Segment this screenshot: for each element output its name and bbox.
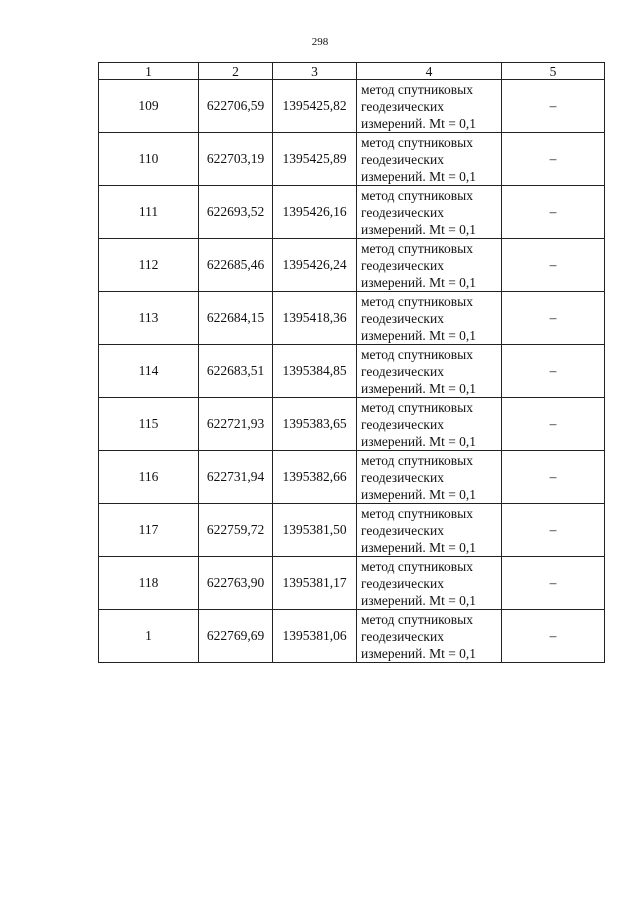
x-coordinate-cell: 622683,51 — [199, 345, 273, 398]
header-cell-2: 2 — [199, 63, 273, 80]
x-coordinate-cell: 622763,90 — [199, 557, 273, 610]
table-row — [99, 504, 605, 557]
x-coordinate-cell: 622693,52 — [199, 186, 273, 239]
method-line: метод спутниковых — [361, 81, 473, 97]
y-coordinate-cell: 1395383,65 — [273, 398, 357, 451]
point-number-cell: 117 — [99, 504, 199, 557]
method-line: измерений. Mt = 0,1 — [361, 327, 477, 343]
method-line: метод спутниковых — [361, 346, 473, 362]
method-line: измерений. Mt = 0,1 — [361, 274, 477, 290]
method-line: метод спутниковых — [361, 134, 473, 150]
point-number-cell: 1 — [99, 610, 199, 663]
description-cell: – — [502, 557, 605, 610]
method-line: метод спутниковых — [361, 452, 473, 468]
method-line: метод спутниковых — [361, 293, 473, 309]
method-line: геодезических — [361, 416, 444, 432]
table-row — [99, 451, 605, 504]
table-body — [99, 80, 605, 663]
page-number: 298 — [311, 36, 329, 48]
point-number-cell: 118 — [99, 557, 199, 610]
method-cell — [357, 292, 502, 345]
y-coordinate-cell: 1395381,50 — [273, 504, 357, 557]
description-cell: – — [502, 80, 605, 133]
header-cell-4: 4 — [357, 63, 502, 80]
table-header — [99, 63, 605, 80]
method-cell — [357, 504, 502, 557]
table-row — [99, 239, 605, 292]
description-cell: – — [502, 186, 605, 239]
method-line: измерений. Mt = 0,1 — [361, 592, 477, 608]
y-coordinate-cell: 1395381,17 — [273, 557, 357, 610]
method-line: метод спутниковых — [361, 399, 473, 415]
method-cell — [357, 451, 502, 504]
y-coordinate-cell: 1395418,36 — [273, 292, 357, 345]
table-row — [99, 398, 605, 451]
y-coordinate-cell: 1395425,82 — [273, 80, 357, 133]
y-coordinate-cell: 1395381,06 — [273, 610, 357, 663]
point-number-cell: 109 — [99, 80, 199, 133]
method-line: геодезических — [361, 522, 444, 538]
method-line: метод спутниковых — [361, 187, 473, 203]
method-line: измерений. Mt = 0,1 — [361, 380, 477, 396]
method-cell — [357, 345, 502, 398]
table-row — [99, 345, 605, 398]
method-line: геодезических — [361, 310, 444, 326]
method-cell — [357, 239, 502, 292]
coordinates-table — [98, 62, 605, 663]
method-line: метод спутниковых — [361, 505, 473, 521]
x-coordinate-cell: 622769,69 — [199, 610, 273, 663]
x-coordinate-cell: 622703,19 — [199, 133, 273, 186]
y-coordinate-cell: 1395426,16 — [273, 186, 357, 239]
description-cell: – — [502, 345, 605, 398]
method-line: геодезических — [361, 628, 444, 644]
table-row — [99, 610, 605, 663]
point-number-cell: 113 — [99, 292, 199, 345]
header-row — [99, 63, 605, 80]
y-coordinate-cell: 1395384,85 — [273, 345, 357, 398]
method-line: измерений. Mt = 0,1 — [361, 539, 477, 555]
method-line: геодезических — [361, 469, 444, 485]
table-row — [99, 292, 605, 345]
header-cell-5: 5 — [502, 63, 605, 80]
method-line: измерений. Mt = 0,1 — [361, 433, 477, 449]
description-cell: – — [502, 133, 605, 186]
y-coordinate-cell: 1395426,24 — [273, 239, 357, 292]
method-cell — [357, 133, 502, 186]
description-cell: – — [502, 451, 605, 504]
x-coordinate-cell: 622759,72 — [199, 504, 273, 557]
description-cell: – — [502, 292, 605, 345]
x-coordinate-cell: 622731,94 — [199, 451, 273, 504]
method-cell — [357, 398, 502, 451]
table-row — [99, 133, 605, 186]
method-line: метод спутниковых — [361, 558, 473, 574]
y-coordinate-cell: 1395382,66 — [273, 451, 357, 504]
method-line: геодезических — [361, 151, 444, 167]
method-line: измерений. Mt = 0,1 — [361, 115, 477, 131]
method-line: метод спутниковых — [361, 240, 473, 256]
description-cell: – — [502, 610, 605, 663]
method-line: измерений. Mt = 0,1 — [361, 221, 477, 237]
header-cell-3: 3 — [273, 63, 357, 80]
method-line: измерений. Mt = 0,1 — [361, 168, 477, 184]
method-line: геодезических — [361, 575, 444, 591]
table-row — [99, 80, 605, 133]
table-row — [99, 186, 605, 239]
point-number-cell: 114 — [99, 345, 199, 398]
method-line: геодезических — [361, 257, 444, 273]
method-line: измерений. Mt = 0,1 — [361, 486, 477, 502]
method-cell — [357, 610, 502, 663]
point-number-cell: 111 — [99, 186, 199, 239]
method-line: метод спутниковых — [361, 611, 473, 627]
method-cell — [357, 557, 502, 610]
method-cell — [357, 186, 502, 239]
y-coordinate-cell: 1395425,89 — [273, 133, 357, 186]
header-cell-1: 1 — [99, 63, 199, 80]
method-line: измерений. Mt = 0,1 — [361, 645, 477, 661]
x-coordinate-cell: 622685,46 — [199, 239, 273, 292]
point-number-cell: 110 — [99, 133, 199, 186]
x-coordinate-cell: 622706,59 — [199, 80, 273, 133]
method-cell — [357, 80, 502, 133]
point-number-cell: 116 — [99, 451, 199, 504]
method-line: геодезических — [361, 204, 444, 220]
point-number-cell: 112 — [99, 239, 199, 292]
x-coordinate-cell: 622684,15 — [199, 292, 273, 345]
description-cell: – — [502, 239, 605, 292]
x-coordinate-cell: 622721,93 — [199, 398, 273, 451]
table-row — [99, 557, 605, 610]
point-number-cell: 115 — [99, 398, 199, 451]
description-cell: – — [502, 504, 605, 557]
method-line: геодезических — [361, 363, 444, 379]
method-line: геодезических — [361, 98, 444, 114]
description-cell: – — [502, 398, 605, 451]
